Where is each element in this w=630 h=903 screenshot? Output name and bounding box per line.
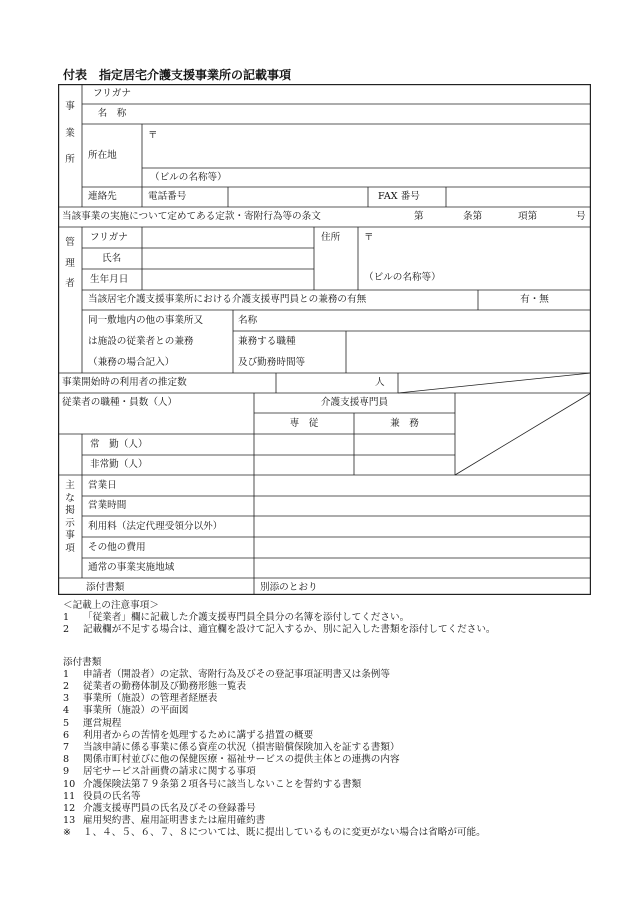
- manager-section-label: 管 理 者: [65, 237, 75, 289]
- regulation-label: 当該事業の実施について定めてある定款・寄附行為等の条文: [62, 211, 321, 222]
- office-fax-label: FAX 番号: [378, 191, 420, 202]
- users-unit: 人: [375, 377, 385, 388]
- other-job-label-1: 兼務する職種: [238, 336, 296, 347]
- documents-heading: 添付書類: [63, 656, 102, 668]
- manager-name-label: 氏名: [102, 253, 122, 264]
- note-item: 2 記載欄が不足する場合は、適宜欄を設けて記入するか、別に記入した書類を添付してください。: [63, 624, 496, 636]
- document-item: 12 介護支援専門員の氏名及びその登録番号: [63, 803, 256, 815]
- staff-job-header: 介護支援専門員: [320, 397, 389, 408]
- document-item: 6 利用者からの苦情を処理するために講ずる措置の概要: [63, 729, 314, 741]
- manager-postal-mark: 〒: [364, 232, 374, 243]
- document-item: 1 申請者（開設者）の定款、寄附行為及びその登記事項証明書又は条例等: [63, 668, 390, 680]
- staff-parttime-label: 非常勤（人）: [90, 459, 148, 470]
- office-postal-mark: 〒: [148, 130, 158, 141]
- note-item: 1 「従業者」欄に記載した介護支援専門員全員分の名簿を添付してください。: [63, 612, 410, 624]
- document-item: 13 雇用契約書、雇用証明書または雇用確約書: [63, 815, 266, 827]
- concurrent-answer: 有・無: [520, 294, 549, 305]
- posted-item-business-hours: 営業時間: [88, 500, 127, 511]
- manager-birthdate-label: 生年月日: [90, 274, 129, 285]
- other-work-line-3: （兼務の場合記入）: [88, 357, 175, 368]
- posted-section-label: 主 な 掲 示 事 項: [65, 480, 75, 554]
- other-work-line-1: 同一敷地内の他の事業所又: [88, 315, 204, 326]
- document-item: 7 当該申請に係る事業に係る資産の状況（損害賠償保険加入を証する書類）: [63, 742, 400, 754]
- staff-fulltime-label: 常 勤（人）: [90, 439, 148, 450]
- staff-exclusive-header: 専 従: [289, 418, 319, 429]
- document-item: 4 事業所（施設）の平面図: [63, 705, 189, 717]
- other-work-name-label: 名称: [238, 315, 258, 326]
- manager-furigana-label: フリガナ: [90, 232, 128, 243]
- concurrent-question: 当該居宅介護支援事業所における介護支援専門員との兼務の有無: [88, 294, 367, 305]
- manager-building-label: （ビルの名称等）: [364, 272, 441, 283]
- document-item: 9 居宅サービス計画費の請求に関する事項: [63, 766, 256, 778]
- notes-heading: ＜記載上の注意事項＞: [63, 600, 159, 611]
- regulation-part-paragraph: 項第: [518, 211, 538, 222]
- office-furigana-label: フリガナ: [93, 88, 131, 99]
- manager-address-label: 住所: [321, 232, 341, 243]
- office-address-label: 所在地: [88, 150, 117, 161]
- staff-concurrent-header: 兼 務: [390, 418, 419, 429]
- users-label: 事業開始時の利用者の推定数: [62, 377, 187, 388]
- office-name-label: 名 称: [97, 108, 127, 119]
- document-item: 2 従業者の勤務体制及び勤務形態一覧表: [63, 681, 247, 693]
- regulation-part-article: 第: [414, 211, 424, 222]
- title-main: 指定居宅介護支援事業所の記載事項: [99, 68, 292, 82]
- posted-item-other-costs: その他の費用: [88, 542, 146, 553]
- office-contact-label: 連絡先: [88, 191, 117, 202]
- page-title: [63, 66, 291, 83]
- regulation-part-article-suffix: 条第: [463, 211, 483, 222]
- application-form: [58, 84, 591, 595]
- document-item: 11 役員の氏名等: [63, 790, 141, 802]
- office-building-label: （ビルの名称等）: [150, 172, 227, 183]
- title-prefix: 付表: [63, 68, 88, 82]
- regulation-part-item: 号: [576, 211, 586, 222]
- posted-item-fees: 利用料（法定代理受領分以外）: [88, 521, 223, 532]
- other-work-line-2: は施設の従業者との兼務: [88, 336, 194, 347]
- staff-label: 従業者の職種・員数（人）: [62, 397, 178, 408]
- attachments-label: 添付書類: [86, 582, 125, 593]
- document-item: 8 関係市町村並びに他の保健医療・福祉サービスの提供主体との連携の内容: [63, 754, 400, 766]
- notes-section: [63, 600, 593, 840]
- office-section-label: 事 業 所: [65, 101, 75, 165]
- document-item: 5 運営規程: [63, 717, 122, 729]
- office-phone-label: 電話番号: [148, 191, 187, 202]
- document-item: 3 事業所（施設）の管理者経歴表: [63, 693, 218, 705]
- posted-item-service-area: 通常の事業実施地域: [88, 562, 175, 573]
- other-job-label-2: 及び勤務時間等: [238, 357, 306, 368]
- document-note: ※ １、４、５、６、７、８については、既に提出しているものに変更がない場合は省略が可能。: [63, 827, 486, 839]
- attachments-value: 別添のとおり: [260, 582, 318, 593]
- document-item: 10 介護保険法第７９条第２項各号に該当しないことを誓約する書類: [63, 778, 362, 790]
- posted-item-business-days: 営業日: [88, 480, 117, 491]
